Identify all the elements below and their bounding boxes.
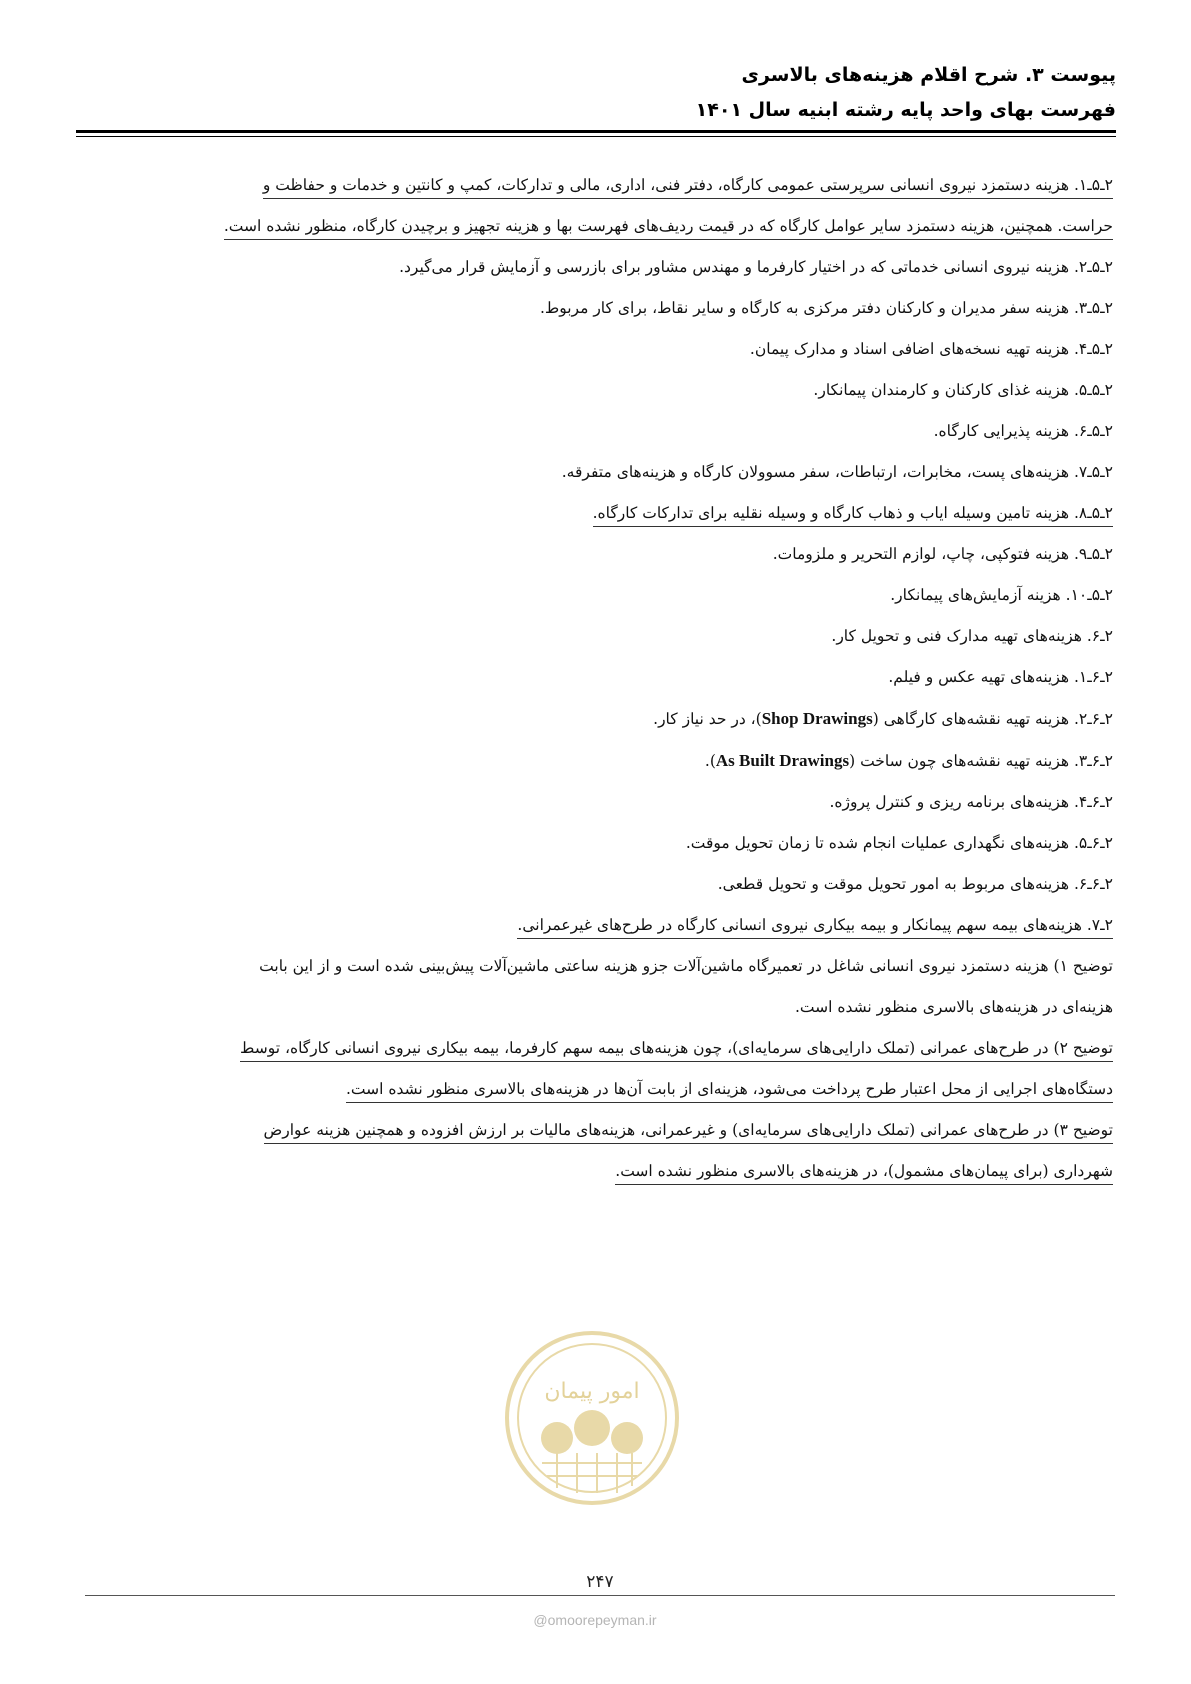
list-item: ۲ـ۶ـ۵. هزینه‌های نگهداری عملیات انجام شده تا زمان تحویل موقت.: [685, 834, 1113, 852]
page-number: ۲۴۷: [586, 1572, 614, 1592]
main-content: [83, 165, 1113, 1192]
list-item: ۲ـ۶ـ۱. هزینه‌های تهیه عکس و فیلم.: [888, 668, 1113, 686]
list-item: ۲ـ۵ـ۸. هزینه تامین وسیله ایاب و ذهاب کارگاه و وسیله نقلیه برای تدارکات کارگاه.: [83, 493, 1113, 534]
list-item: ۲ـ۵ـ۱۰. هزینه آزمایش‌های پیمانکار.: [890, 586, 1113, 604]
watermark: @omoorepeyman.ir: [533, 1612, 657, 1628]
seal-logo-icon: [502, 1328, 682, 1508]
note-3-line-2: شهرداری (برای پیمان‌های مشمول)، در هزینه‌های بالاسری منظور نشده است.: [83, 1151, 1113, 1192]
english-term: Shop Drawings: [761, 709, 873, 728]
list-item: ۲ـ۵ـ۳. هزینه سفر مدیران و کارکنان دفتر مرکزی به کارگاه و سایر نقاط، برای کار مربوط.: [539, 299, 1113, 317]
document-title: فهرست بهای واحد پایه رشته ابنیه سال ۱۴۰۱: [695, 99, 1116, 121]
note-3-line-1: توضیح ۳) در طرح‌های عمرانی (تملک دارایی‌های سرمایه‌ای) و غیرعمرانی، هزینه‌های مالیات بر ارزش افزوده و همچنین هزینه عوارض: [83, 1110, 1113, 1151]
seal-text: امور پیمان: [544, 1379, 640, 1404]
note-1-line-1: توضیح ۱) هزینه دستمزد نیروی انسانی شاغل در تعمیرگاه ماشین‌آلات جزو هزینه ساعتی ماشین‌آلات پیش‌بینی شده است و از این بابت: [259, 957, 1113, 975]
note-2-line-2: دستگاه‌های اجرایی از محل اعتبار طرح پرداخت می‌شود، هزینه‌ای از بابت آن‌ها در هزینه‌های بالاسری منظور نشده است.: [83, 1069, 1113, 1110]
list-item: ۲ـ۵ـ۵. هزینه غذای کارکنان و کارمندان پیمانکار.: [813, 381, 1113, 399]
list-item: ۲ـ۵ـ۶. هزینه پذیرایی کارگاه.: [933, 422, 1113, 440]
page-header: [76, 58, 1116, 128]
appendix-title: پیوست ۳. شرح اقلام هزینه‌های بالاسری: [741, 64, 1116, 86]
header-rule: [76, 130, 1116, 137]
list-item: ۲ـ۵ـ۲. هزینه نیروی انسانی خدماتی که در اختیار کارفرما و مهندس مشاور برای بازرسی و آزمایش قرار می‌گیرد.: [399, 258, 1113, 276]
list-item: ۲ـ۵ـ۷. هزینه‌های پست، مخابرات، ارتباطات، سفر مسوولان کارگاه و هزینه‌های متفرقه.: [561, 463, 1113, 481]
english-term: As Built Drawings: [715, 751, 850, 770]
list-item: ۲ـ۵ـ۱. هزینه دستمزد نیروی انسانی سرپرستی عمومی کارگاه، دفتر فنی، اداری، مالی و تدارکات، کمپ و کانتین و خدمات و حفاظت و: [83, 165, 1113, 206]
list-item: ۲ـ۶ـ۲. هزینه تهیه نقشه‌های کارگاهی (Shop Drawings)، در حد نیاز کار.: [653, 709, 1113, 728]
list-item: ۲ـ۵ـ۴. هزینه تهیه نسخه‌های اضافی اسناد و مدارک پیمان.: [749, 340, 1113, 358]
list-item: ۲ـ۶ـ۴. هزینه‌های برنامه ریزی و کنترل پروژه.: [829, 793, 1113, 811]
footer-rule: [85, 1595, 1115, 1596]
list-item: ۲ـ۷. هزینه‌های بیمه سهم پیمانکار و بیمه بیکاری نیروی انسانی کارگاه در طرح‌های غیرعمرانی.: [83, 905, 1113, 946]
note-1-line-2: هزینه‌ای در هزینه‌های بالاسری منظور نشده است.: [794, 998, 1113, 1016]
list-item: ۲ـ۶ـ۳. هزینه تهیه نقشه‌های چون ساخت (As Built Drawings).: [704, 751, 1113, 770]
list-item: حراست. همچنین، هزینه دستمزد سایر عوامل کارگاه که در قیمت ردیف‌های فهرست بها و هزینه تجهیز و برچیدن کارگاه، منظور نشده است.: [83, 206, 1113, 247]
list-item: ۲ـ۵ـ۹. هزینه فتوکپی، چاپ، لوازم التحریر و ملزومات.: [772, 545, 1113, 563]
note-2-line-1: توضیح ۲) در طرح‌های عمرانی (تملک دارایی‌های سرمایه‌ای)، چون هزینه‌های بیمه سهم کارفرما، بیمه بیکاری نیروی انسانی کارگاه، توسط: [83, 1028, 1113, 1069]
list-item: ۲ـ۶. هزینه‌های تهیه مدارک فنی و تحویل کار.: [831, 627, 1113, 645]
list-item: ۲ـ۶ـ۶. هزینه‌های مربوط به امور تحویل موقت و تحویل قطعی.: [717, 875, 1113, 893]
